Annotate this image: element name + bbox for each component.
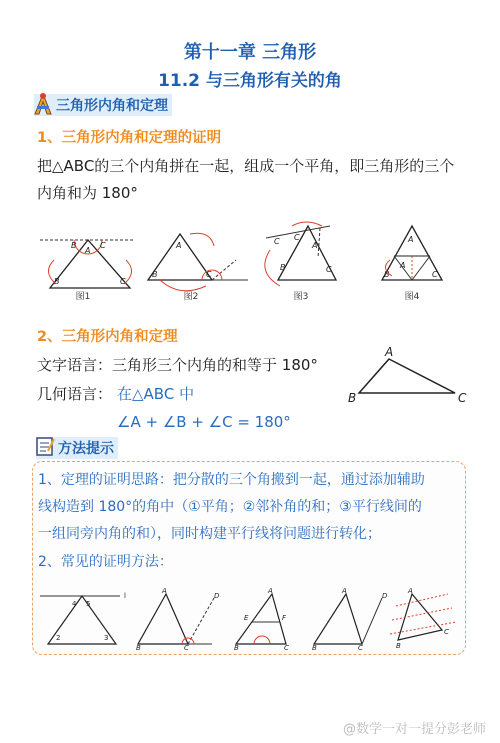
method-figure-2: [136, 587, 220, 650]
svg-text:C: C: [274, 237, 280, 246]
svg-text:A: A: [342, 587, 347, 595]
svg-text:A: A: [408, 587, 413, 595]
svg-text:B: B: [384, 270, 390, 279]
svg-text:C: C: [358, 644, 363, 650]
method-figures: [36, 586, 466, 650]
svg-text:B: B: [152, 270, 158, 279]
svg-text:C: C: [284, 644, 289, 650]
figure-2-diagram: [148, 233, 248, 291]
compass-icon: [32, 92, 54, 116]
svg-text:A: A: [400, 261, 406, 270]
svg-text:D: D: [382, 592, 388, 600]
svg-text:2: 2: [56, 634, 61, 642]
proof-line-2: 内角和为 180°: [37, 184, 138, 202]
svg-text:D: D: [214, 592, 220, 600]
figure-1-label: 图1: [75, 292, 91, 302]
method-figure-1: [40, 592, 126, 644]
method-line-2: 线构造到 180°的角中（①平角；②邻补角的和；③平行线间的: [38, 499, 422, 515]
triangle-abc-diagram: [345, 345, 475, 410]
svg-text:4: 4: [72, 600, 77, 608]
proof-figures: [30, 220, 480, 300]
svg-text:A: A: [176, 241, 182, 250]
watermark: @数学一对一提分彭老师: [342, 722, 486, 737]
svg-text:B: B: [312, 644, 317, 650]
svg-text:C: C: [294, 233, 300, 242]
svg-text:B: B: [280, 263, 286, 272]
svg-text:C: C: [206, 270, 212, 279]
method-line-4: 2、常见的证明方法：: [38, 554, 173, 570]
svg-text:C: C: [432, 270, 438, 279]
chapter-title: 第十一章 三角形: [183, 42, 317, 63]
method-figure-5: [390, 587, 456, 650]
svg-text:A: A: [85, 246, 91, 255]
vertex-a-label: A: [385, 345, 394, 359]
svg-text:3: 3: [104, 634, 109, 642]
method-section-header: [36, 437, 118, 459]
figure-4-diagram: [382, 226, 442, 280]
theorem-heading: 2、三角形内角和定理: [37, 329, 178, 345]
geo-language-2: ∠A + ∠B + ∠C = 180°: [117, 413, 291, 431]
figure-3-diagram: [265, 222, 336, 286]
method-section-label: 方法提示: [36, 437, 118, 459]
theorem-section-header: [34, 94, 172, 116]
svg-text:B: B: [54, 277, 60, 286]
svg-text:C: C: [326, 265, 332, 274]
vertex-c-label: C: [458, 391, 467, 405]
method-line-3: 一组同旁内角的和），同时构建平行线将问题进行转化；: [38, 526, 381, 542]
geo-language-1: 在△ABC 中: [117, 385, 195, 403]
svg-text:F: F: [282, 614, 287, 622]
text-language: 文字语言：三角形三个内角的和等于 180°: [37, 356, 318, 374]
svg-text:A: A: [268, 587, 273, 595]
svg-text:B: B: [71, 241, 77, 250]
notebook-icon: [34, 435, 56, 457]
method-figure-4: [312, 587, 388, 650]
svg-text:l: l: [124, 592, 126, 600]
svg-text:C: C: [444, 628, 449, 636]
proof-line-1: 把△ABC的三个内角拼在一起，组成一个平角，即三角形的三个: [37, 157, 455, 175]
figure-1-diagram: [40, 240, 135, 288]
section-title: 11.2 与三角形有关的角: [158, 71, 342, 91]
figure-2-label: 图2: [183, 292, 199, 302]
svg-text:E: E: [244, 614, 249, 622]
svg-text:A: A: [408, 235, 414, 244]
geo-language-label: 几何语言：: [37, 385, 113, 403]
theorem-section-label: 三角形内角和定理: [34, 94, 172, 116]
svg-text:C: C: [184, 644, 189, 650]
svg-text:C: C: [120, 277, 126, 286]
svg-text:B: B: [136, 644, 141, 650]
method-line-1: 1、定理的证明思路：把分散的三个角搬到一起，通过添加辅助: [38, 472, 425, 488]
svg-text:A: A: [312, 241, 318, 250]
method-figure-3: [234, 587, 289, 650]
svg-text:C: C: [100, 241, 106, 250]
proof-heading: 1、三角形内角和定理的证明: [37, 130, 222, 146]
figure-3-label: 图3: [293, 292, 309, 302]
svg-text:A: A: [162, 587, 167, 595]
svg-text:5: 5: [86, 600, 91, 608]
svg-text:B: B: [234, 644, 239, 650]
svg-text:B: B: [396, 642, 401, 650]
figure-4-label: 图4: [404, 292, 420, 302]
vertex-b-label: B: [348, 391, 357, 405]
